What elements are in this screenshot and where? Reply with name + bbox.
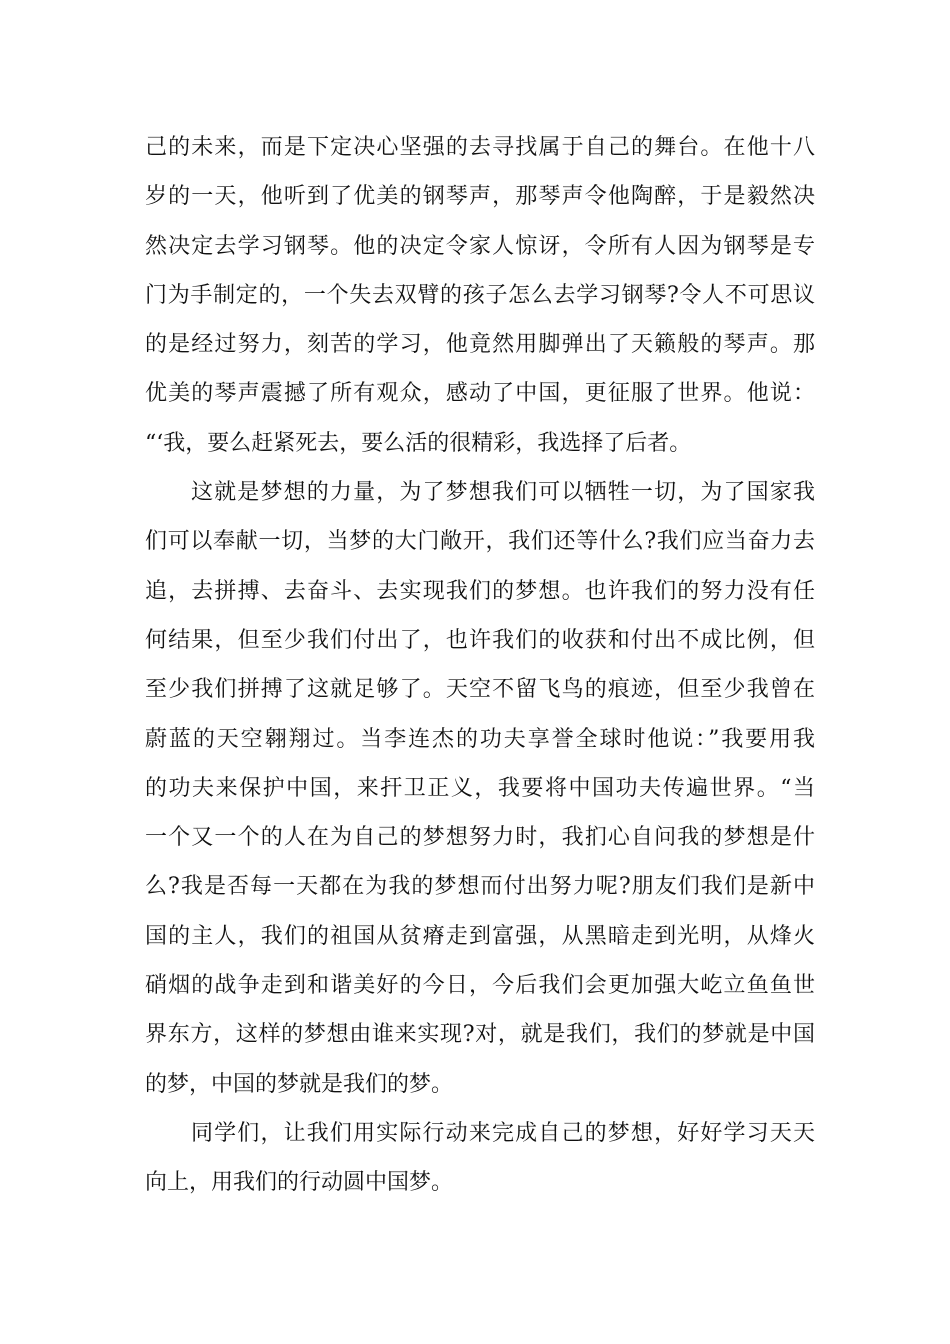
text-line-13: 蔚蓝的天空翱翔过。当李连杰的功夫享誉全球时他说：”我要用我 [145, 726, 815, 752]
paragraph-start-line: 同学们，让我们用实际行动来完成自己的梦想，好好学习天天 [191, 1120, 815, 1146]
text-line-10: 追，去拼搏、去奋斗、去实现我们的梦想。也许我们的努力没有任 [145, 578, 815, 604]
text-line-18: 硝烟的战争走到和谐美好的今日，今后我们会更加强大屹立鱼鱼世 [145, 973, 815, 999]
paragraph-start-line: 这就是梦想的力量，为了梦想我们可以牺牲一切，为了国家我 [191, 480, 815, 506]
text-line-15: 一个又一个的人在为自己的梦想努力时，我扪心自问我的梦想是什 [145, 825, 815, 851]
text-line-12: 至少我们拼搏了这就足够了。天空不留飞鸟的痕迹，但至少我曾在 [145, 677, 815, 703]
text-line-5: 的是经过努力，刻苦的学习，他竟然用脚弹出了天籁般的琴声。那 [145, 332, 815, 358]
text-line-19: 界东方，这样的梦想由谁来实现?对，就是我们，我们的梦就是中国 [145, 1022, 815, 1048]
text-line-16: 么?我是否每一天都在为我的梦想而付出努力呢?朋友们我们是新中 [145, 874, 815, 900]
text-line-9: 们可以奉献一切，当梦的大门敞开，我们还等什么?我们应当奋力去 [145, 529, 815, 555]
text-line-22: 向上，用我们的行动圆中国梦。 [145, 1170, 454, 1196]
text-line-2: 岁的一天，他听到了优美的钢琴声，那琴声令他陶醉，于是毅然决 [145, 184, 815, 210]
text-line-3: 然决定去学习钢琴。他的决定令家人惊讶，令所有人因为钢琴是专 [145, 233, 815, 259]
text-line-11: 何结果，但至少我们付出了，也许我们的收获和付出不成比例，但 [145, 627, 815, 653]
text-line-4: 门为手制定的，一个失去双臂的孩子怎么去学习钢琴?令人不可思议 [145, 282, 815, 308]
text-line-14: 的功夫来保护中国，来扞卫正义，我要将中国功夫传遍世界。“当 [145, 775, 815, 801]
text-line-6: 优美的琴声震撼了所有观众，感动了中国，更征服了世界。他说： [145, 381, 815, 407]
text-line-20: 的梦，中国的梦就是我们的梦。 [145, 1071, 454, 1097]
text-line-7: “‘我，要么赶紧死去，要么活的很精彩，我选择了后者。 [145, 430, 692, 456]
text-line-1: 己的未来，而是下定决心坚强的去寻找属于自己的舞台。在他十八 [145, 135, 815, 160]
text-line-17: 国的主人，我们的祖国从贫瘠走到富强，从黑暗走到光明，从烽火 [145, 923, 815, 949]
document-body [145, 128, 815, 1213]
